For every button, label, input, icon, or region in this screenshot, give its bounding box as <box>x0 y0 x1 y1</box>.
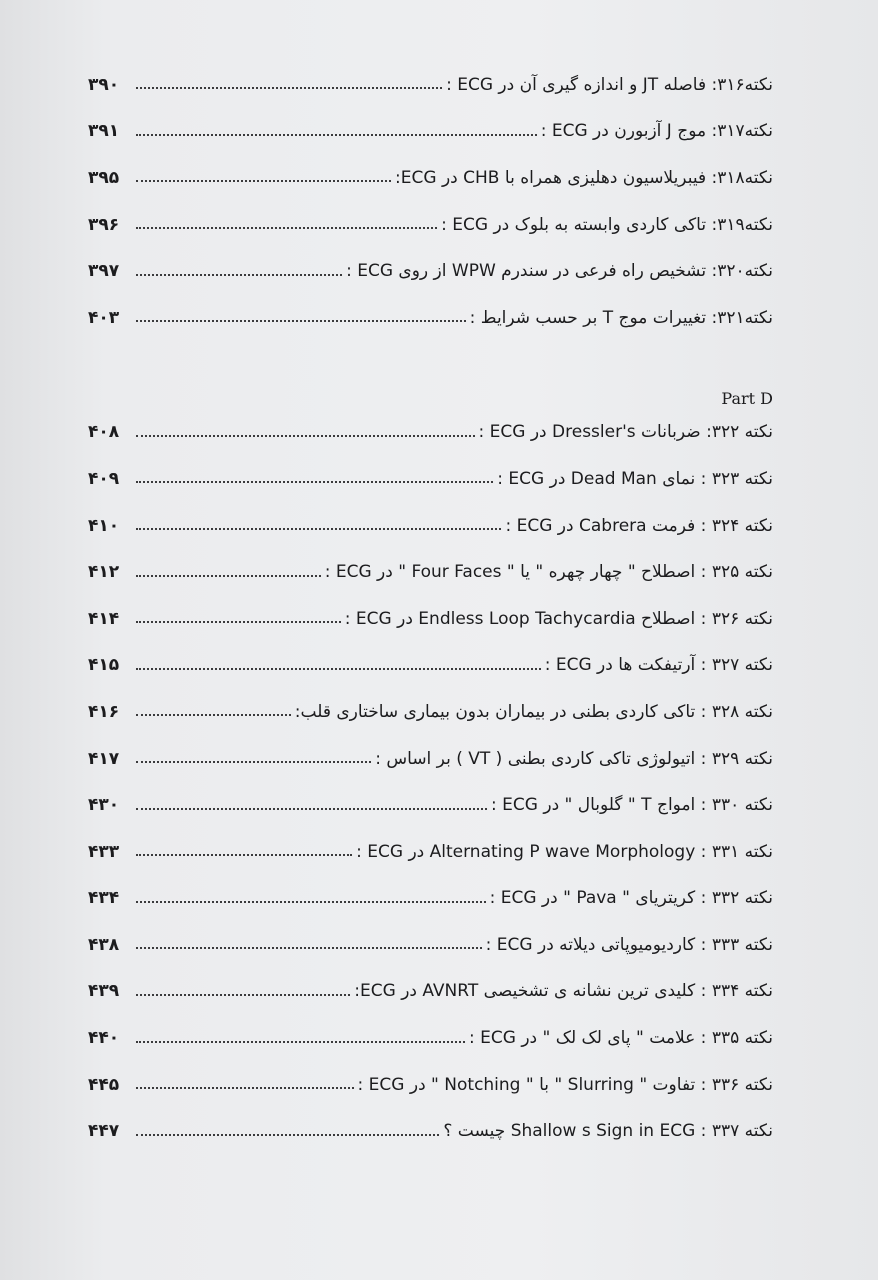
toc-page-number: ۴۱۲ <box>88 562 120 583</box>
toc-page-number: ۴۴۷ <box>88 1121 120 1142</box>
dot-leader <box>136 808 487 810</box>
dot-leader <box>136 274 342 276</box>
toc-entry-title: نکته ۳۳۱ : Alternating P wave Morphology در ECG : <box>356 841 773 862</box>
toc-entry-title: نکته ۳۲۴ : فرمت Cabrera در ECG : <box>505 515 773 536</box>
dot-leader <box>136 134 537 136</box>
dot-leader <box>136 621 341 623</box>
dot-leader <box>136 575 321 577</box>
toc-entry-title: نکته ۳۳۵ : علامت " پای لک لک " در ECG : <box>469 1028 773 1049</box>
dot-leader <box>136 481 493 483</box>
toc-entry[interactable] <box>88 782 773 829</box>
toc-entry-title: نکته ۳۳۶ : تفاوت " Slurring " با " Notching " در ECG : <box>357 1074 773 1095</box>
toc-entry[interactable] <box>88 643 773 690</box>
dot-leader <box>136 528 501 530</box>
toc-entry-title: نکته۳۱۸: فیبریلاسیون دهلیزی همراه با CHB در ECG: <box>395 167 773 188</box>
toc-page-number: ۳۹۱ <box>88 121 120 142</box>
toc-entry-title: نکته ۳۲۸ : تاکی کاردی بطنی در بیماران بدون بیماری ساختاری قلب: <box>294 701 773 722</box>
dot-leader <box>136 227 437 229</box>
toc-entry[interactable] <box>88 1062 773 1109</box>
dot-leader <box>136 1087 354 1089</box>
dot-leader <box>136 1134 439 1136</box>
toc-page-number: ۴۱۷ <box>88 748 120 769</box>
dot-leader <box>136 320 466 322</box>
toc-page-number: ۴۱۵ <box>88 655 120 676</box>
toc-page-number: ۴۴۰ <box>88 1028 120 1049</box>
toc-page-number: ۴۳۳ <box>88 841 120 862</box>
toc-page-number: ۴۰۸ <box>88 422 120 443</box>
toc-entry[interactable] <box>88 109 773 156</box>
toc-entry[interactable] <box>88 202 773 249</box>
toc-page-number: ۴۱۶ <box>88 701 120 722</box>
toc-entry[interactable] <box>88 549 773 596</box>
toc-entry[interactable] <box>88 295 773 342</box>
toc-entry-title: نکته۳۲۰: تشخیص راه فرعی در سندرم WPW از روی ECG : <box>346 261 773 282</box>
dot-leader <box>136 180 391 182</box>
toc-entry[interactable] <box>88 410 773 457</box>
toc-entry-title: نکته ۳۲۳ : نمای Dead Man در ECG : <box>497 468 773 489</box>
toc-page-number: ۳۹۰ <box>88 74 120 95</box>
toc-entry[interactable] <box>88 922 773 969</box>
toc-page-number: ۴۴۵ <box>88 1074 120 1095</box>
toc-entry-title: نکته۳۱۹: تاکی کاردی وابسته به بلوک در ECG : <box>441 214 773 235</box>
toc-entry-title: نکته ۳۲۲: ضربانات Dressler's در ECG : <box>478 422 773 443</box>
dot-leader <box>136 947 482 949</box>
toc-page-number: ۴۳۴ <box>88 888 120 909</box>
toc-entry-title: نکته ۳۲۹ : اتیولوژی تاکی کاردی بطنی ( VT ) بر اساس : <box>375 748 773 769</box>
toc-entry-title: نکته۳۱۷: موج J آزبورن در ECG : <box>540 121 773 142</box>
toc-page-number: ۳۹۵ <box>88 167 120 188</box>
toc-entry[interactable] <box>88 596 773 643</box>
toc-entry[interactable] <box>88 1015 773 1062</box>
toc-entry-title: نکته ۳۲۵ : اصطلاح " چهار چهره " یا " Four Faces " در ECG : <box>324 562 773 583</box>
toc-page-number: ۴۳۰ <box>88 795 120 816</box>
toc-entry[interactable] <box>88 248 773 295</box>
toc-group-part-d <box>88 410 773 1156</box>
toc-entry[interactable] <box>88 503 773 550</box>
toc-group-part-c <box>88 62 773 342</box>
toc-entry[interactable] <box>88 155 773 202</box>
dot-leader <box>136 994 350 996</box>
toc-entry-title: نکته ۳۲۷ : آرتیفکت ها در ECG : <box>544 655 773 676</box>
toc-page-number: ۴۱۰ <box>88 515 120 536</box>
toc-entry-title: نکته ۳۲۶ : اصطلاح Endless Loop Tachycardia در ECG : <box>344 608 773 629</box>
toc-page-number: ۴۰۹ <box>88 468 120 489</box>
toc-entry[interactable] <box>88 1108 773 1155</box>
toc-entry-title: نکته ۳۳۰ : امواج T " گلوبال " در ECG : <box>491 795 773 816</box>
toc-page-number: ۴۰۳ <box>88 307 120 328</box>
dot-leader <box>136 761 371 763</box>
toc-entry[interactable] <box>88 876 773 923</box>
dot-leader <box>136 435 475 437</box>
part-heading: Part D <box>721 388 773 408</box>
toc-entry-title: نکته ۳۳۴ : کلیدی ترین نشانه ی تشخیصی AVNRT در ECG: <box>354 981 773 1002</box>
dot-leader <box>136 668 541 670</box>
toc-entry[interactable] <box>88 736 773 783</box>
toc-entry[interactable] <box>88 689 773 736</box>
toc-page-number: ۴۳۸ <box>88 934 120 955</box>
toc-entry-title: نکته۳۱۶: فاصله JT و اندازه گیری آن در ECG : <box>446 74 773 95</box>
dot-leader <box>136 901 486 903</box>
table-of-contents <box>88 62 773 1155</box>
toc-page-number: ۴۳۹ <box>88 981 120 1002</box>
dot-leader <box>136 714 291 716</box>
toc-entry-title: نکته ۳۳۲ : کریتریای " Pava " در ECG : <box>489 888 773 909</box>
toc-entry[interactable] <box>88 969 773 1016</box>
dot-leader <box>136 1041 465 1043</box>
toc-entry-title: نکته ۳۳۳ : کاردیومیوپاتی دیلاته در ECG : <box>485 934 773 955</box>
toc-entry[interactable] <box>88 62 773 109</box>
dot-leader <box>136 87 442 89</box>
toc-page-number: ۳۹۶ <box>88 214 120 235</box>
toc-page-number: ۳۹۷ <box>88 261 120 282</box>
toc-page-number: ۴۱۴ <box>88 608 120 629</box>
toc-entry[interactable] <box>88 456 773 503</box>
dot-leader <box>136 854 352 856</box>
toc-entry[interactable] <box>88 829 773 876</box>
toc-entry-title: نکته۳۲۱: تغییرات موج T بر حسب شرایط : <box>469 307 773 328</box>
toc-entry-title: نکته ۳۳۷ : Shallow s Sign in ECG چیست ؟ <box>443 1121 773 1142</box>
